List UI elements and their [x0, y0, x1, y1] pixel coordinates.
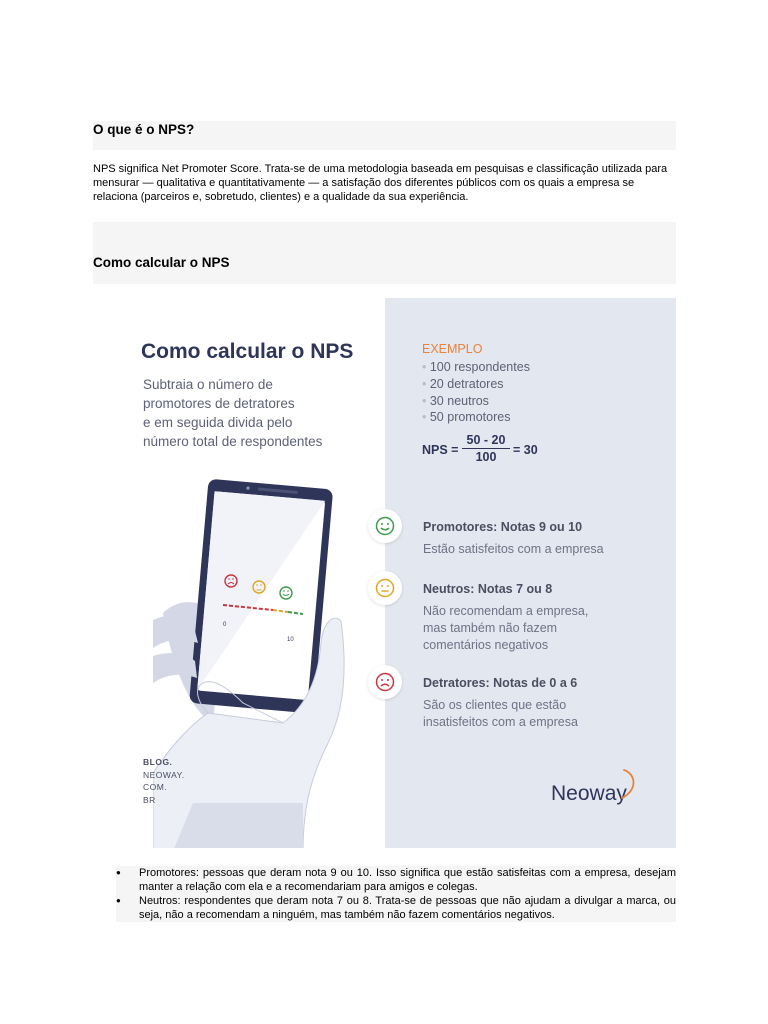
detractors-title: Detratores: Notas de 0 a 6: [423, 676, 578, 690]
blog-url-line: NEOWAY.: [143, 769, 185, 780]
example-list: [422, 359, 530, 426]
neutrals-description-line: mas também não fazem: [423, 620, 558, 635]
happy-face-icon: [375, 516, 395, 536]
section-heading-what-is-nps: O que é o NPS?: [93, 122, 195, 137]
detractors-description-line: São os clientes que estão: [423, 698, 567, 712]
blog-url-line: BR: [143, 794, 156, 805]
subtitle-line: Subtraia o número de: [143, 377, 273, 392]
list-item: ● Promotores: pessoas que deram nota 9 ou 10. Isso significa que estão satisfeitas com a empresa, desejam manter a relação com ela e a recomendariam para amigos e colegas.: [116, 866, 676, 894]
formula-numerator: 50 - 20: [462, 433, 510, 449]
scale-min-label: 0: [223, 622, 227, 628]
example-item: • 20 detratores: [422, 376, 530, 393]
formula-lhs: NPS =: [422, 443, 459, 457]
detractors-description: [423, 697, 578, 731]
sad-face-icon: [375, 672, 395, 692]
example-item: • 100 respondentes: [422, 359, 530, 376]
nps-definition-paragraph: NPS significa Net Promoter Score. Trata-se de uma metodologia baseada em pesquisas e classificação utilizada para mensurar — qualitativa e quantitativamente — a satisfação dos diferentes públicos com os quais a empresa se relaciona (parceiros e, sobretudo, clientes) e a qualidade da sua experiência.: [93, 163, 668, 203]
neoway-logo-swoosh-icon: [618, 768, 648, 802]
phone-in-hand-illustration: [153, 473, 368, 848]
section-heading-bar: [93, 121, 676, 150]
neutral-face-icon: [375, 578, 395, 598]
scale-max-label: 10: [287, 637, 294, 643]
promoters-description: [423, 541, 604, 558]
section-heading-how-to-calculate: Como calcular o NPS: [93, 255, 230, 270]
example-item: • 50 promotores: [422, 409, 530, 426]
promoter-icon-badge: [368, 509, 402, 543]
detractors-description-line: insatisfeitos com a empresa: [423, 714, 578, 729]
wrist: [173, 803, 303, 848]
formula-result: = 30: [513, 443, 538, 457]
formula-fraction: [462, 433, 510, 464]
nps-infographic: [123, 298, 676, 848]
subtitle-line: número total de respondentes: [143, 434, 323, 449]
example-item: • 30 neutros: [422, 393, 530, 410]
infographic-subtitle: [143, 375, 373, 451]
subtitle-line: e em seguida divida pelo: [143, 415, 293, 430]
neutral-icon-badge: [368, 571, 402, 605]
section-heading-bar: [93, 222, 676, 284]
subtitle-line: promotores de detratores: [143, 396, 295, 411]
list-item: ● Neutros: respondentes que deram nota 7 ou 8. Trata-se de pessoas que não ajudam a divulgar a marca, ou seja, não a recomendam a ninguém, mas também não fazem comentários negativos.: [116, 894, 676, 922]
neutrals-description: [423, 603, 588, 653]
neutrals-title: Neutros: Notas 7 ou 8: [423, 582, 553, 596]
neutrals-description-line: comentários negativos: [423, 637, 549, 652]
detractor-icon-badge: [368, 665, 402, 699]
blog-url-line: BLOG.: [143, 757, 173, 767]
promoters-description-line: Estão satisfeitos com a empresa: [423, 542, 604, 556]
infographic-title: Como calcular o NPS: [141, 340, 354, 363]
neoway-logo-text: Neoway: [551, 782, 627, 805]
nps-categories-list: [116, 866, 676, 922]
blog-url: [143, 756, 185, 806]
blog-url-line: COM.: [143, 782, 168, 792]
formula-denominator: 100: [475, 450, 497, 464]
neutrals-description-line: Não recomendam a empresa,: [423, 604, 589, 618]
promoters-title: Promotores: Notas 9 ou 10: [423, 520, 583, 534]
example-label: EXEMPLO: [422, 342, 483, 356]
